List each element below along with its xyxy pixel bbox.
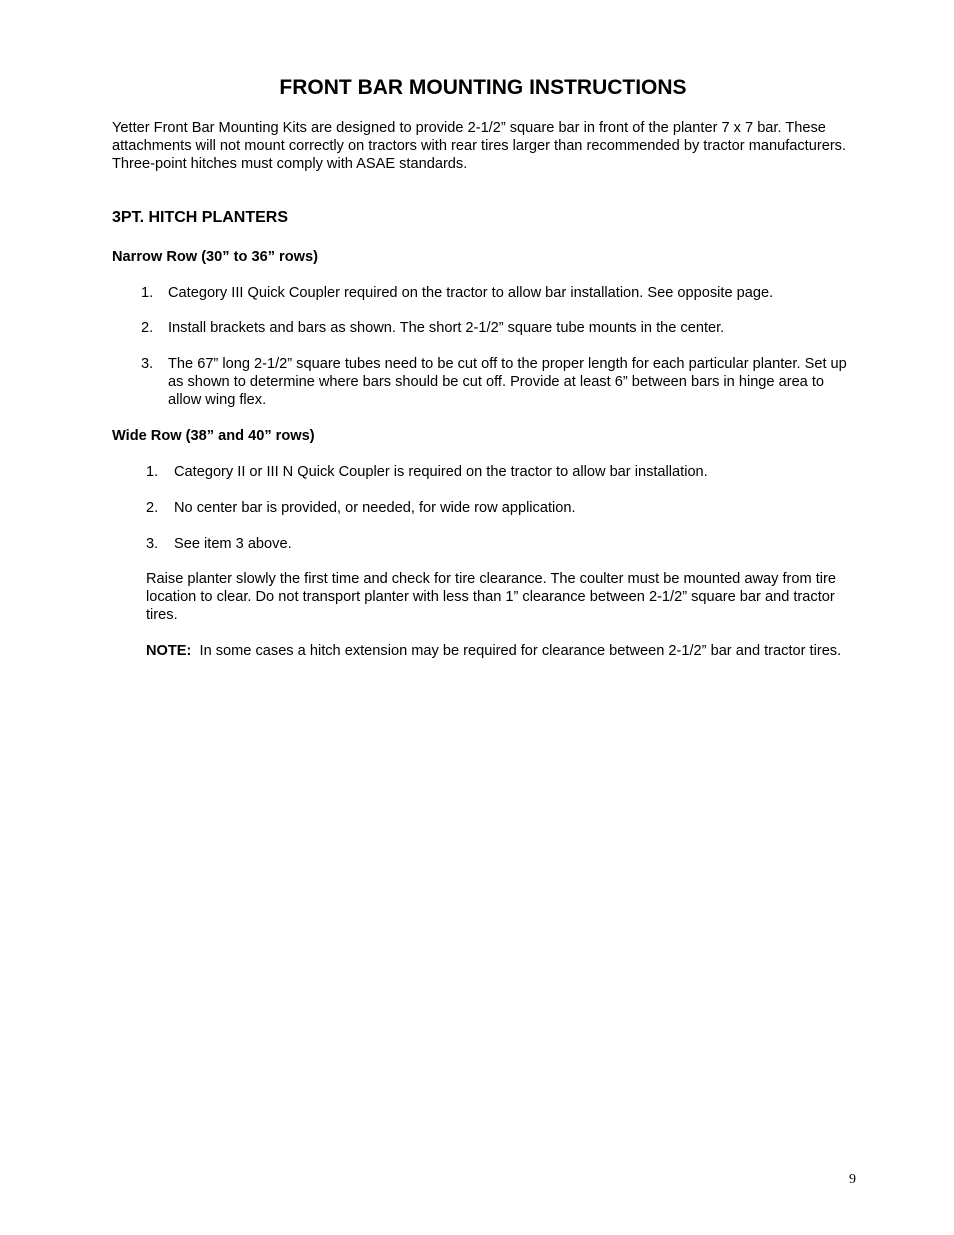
- clearance-paragraph: Raise planter slowly the first time and check for tire clearance. The coulter must be mounted away from tire location to clear. Do not transport planter with less than 1” clearance between 2-1/2” square bar and tractor tires.: [146, 571, 836, 623]
- note-text: In some cases a hitch extension may be required for clearance between 2-1/2” bar and tractor tires.: [199, 643, 842, 659]
- note-paragraph: [146, 642, 858, 660]
- list-item-number: 1.: [141, 285, 154, 301]
- list-item-number: 2.: [141, 320, 154, 336]
- note-label: NOTE:: [146, 643, 192, 659]
- list-item-number: 2.: [146, 500, 159, 516]
- page-title: FRONT BAR MOUNTING INSTRUCTIONS: [279, 76, 687, 99]
- list-item-text: Category II or III N Quick Coupler is required on the tractor to allow bar installation.: [174, 464, 708, 480]
- list-item-text: The 67” long 2-1/2” square tubes need to be cut off to the proper length for each particular planter. Set up as shown to determine where bars should be cut off. Provide at least 6” between bars in hinge area to allow wing flex.: [168, 356, 847, 408]
- wide-row-heading: Wide Row (38” and 40” rows): [112, 428, 315, 444]
- list-item-text: See item 3 above.: [174, 536, 292, 552]
- list-item-text: Category III Quick Coupler required on the tractor to allow bar installation. See opposite page.: [168, 285, 774, 301]
- list-item: [146, 499, 861, 517]
- list-item: [141, 319, 861, 337]
- list-item: [146, 463, 861, 481]
- list-item: [146, 535, 861, 553]
- page-number: 9: [849, 1172, 856, 1187]
- intro-paragraph: Yetter Front Bar Mounting Kits are designed to provide 2-1/2” square bar in front of the planter 7 x 7 bar. These attachments will not mount correctly on tractors with rear tires larger than recommended by tractor manufacturers. Three-point hitches must comply with ASAE standards.: [112, 120, 847, 172]
- list-item-number: 3.: [146, 536, 159, 552]
- list-item-text: No center bar is provided, or needed, for wide row application.: [174, 500, 576, 516]
- list-item: [141, 355, 851, 409]
- narrow-row-heading: Narrow Row (30” to 36” rows): [112, 249, 318, 265]
- list-item-number: 3.: [141, 356, 154, 372]
- list-item-number: 1.: [146, 464, 159, 480]
- list-item-text: Install brackets and bars as shown. The short 2-1/2” square tube mounts in the center.: [168, 320, 725, 336]
- section-heading: 3PT. HITCH PLANTERS: [112, 209, 289, 226]
- list-item: [141, 284, 861, 302]
